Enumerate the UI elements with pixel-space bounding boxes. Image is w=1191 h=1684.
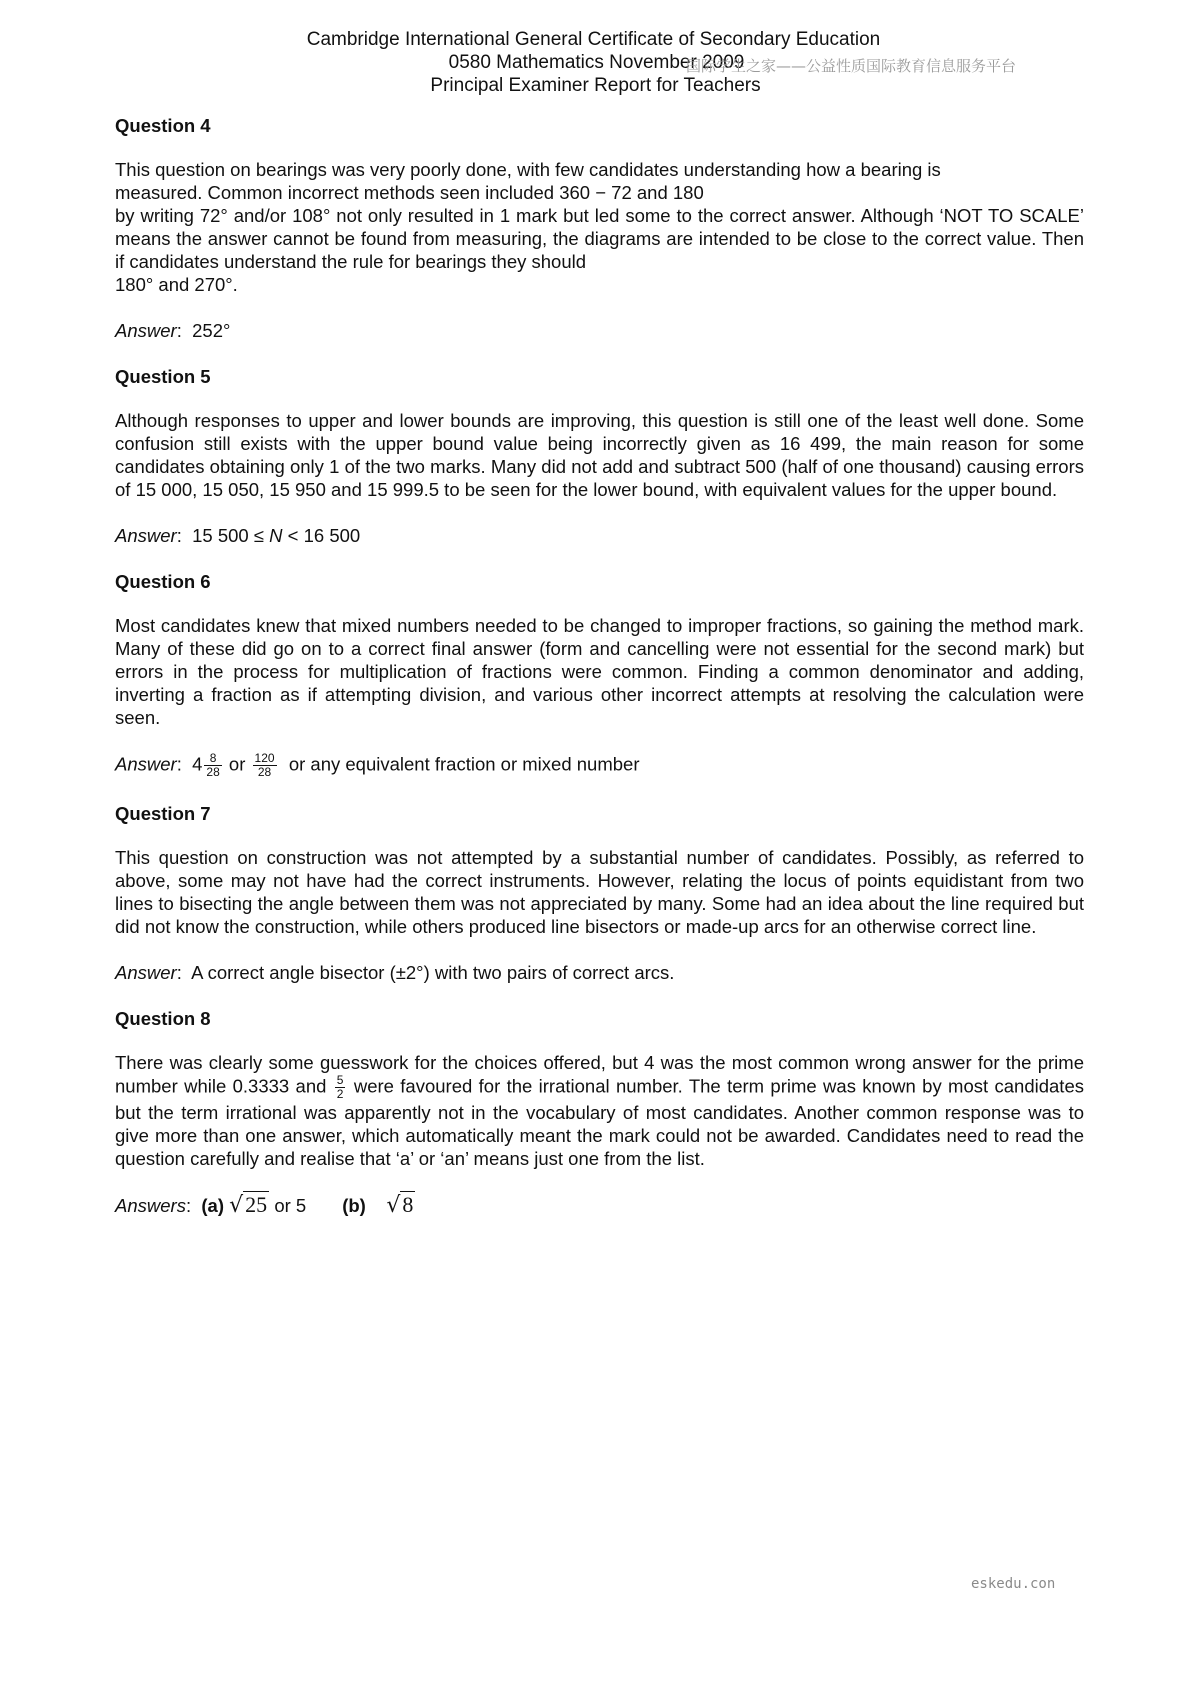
question-6-title: Question 6 — [115, 571, 211, 592]
question-4-text-c: by writing 72° and/or 108° not only resulted in 1 mark but led some to the correct answer. Although ‘NOT TO SCALE’ means the answer cannot be found from measuring, the diagrams are intended to be close to the correct value. Then if candidates understand the rule for bearings they should — [115, 205, 1084, 272]
question-6-answer: Answer: 4 $\frac{8}{28}$ or $\frac{120}{28}$ or any equivalent fraction or mixed number — [115, 751, 640, 779]
question-8-title: Question 8 — [115, 1008, 211, 1029]
or-five-text: or 5 — [274, 1195, 307, 1216]
question-5-text: Although responses to upper and lower bounds are improving, this question is still one of the least well done. Some confusion still exists with the upper bound value being incorrectly given as 16 499, the main reason for some candidates obtaining only 1 of the two marks. Many did not add and subtract 500 (half of one thousand) causing errors of 15 000, 15 050, 15 950 and 15 999.5 to be seen for the lower bound, with equivalent values for the upper bound. — [115, 410, 1084, 500]
question-4-text-d: 180° and 270°. — [115, 274, 238, 295]
mixed-number-whole: 4 — [192, 753, 203, 775]
question-7-answer: Answer: A correct angle bisector (±2°) with two pairs of correct arcs. — [115, 962, 675, 983]
part-b-label: (b) — [342, 1195, 366, 1216]
answer-note: or any equivalent fraction or mixed number — [288, 753, 640, 775]
question-8-text — [115, 1051, 1084, 1170]
fraction-numerator: 5 — [336, 1073, 344, 1087]
answer-value: 252° — [192, 320, 231, 341]
question-4-answer: Answer: 252° — [115, 320, 231, 341]
question-4-title: Question 4 — [115, 115, 211, 136]
fraction-5-2 — [335, 1074, 346, 1101]
question-8-text-b-pre: the prime number while 0.3333 and — [115, 1052, 1084, 1097]
question-8-text-b-post: were favoured for the irrational number. The term prime was known — [353, 1075, 916, 1097]
question-5-answer: Answer: 15 500 ≤ N < 16 500 — [115, 525, 361, 546]
question-5 — [115, 365, 1084, 547]
fraction-denominator: 2 — [336, 1087, 344, 1101]
answer-label: Answer — [115, 525, 177, 546]
question-4-text — [115, 158, 1084, 296]
report-body — [115, 114, 1084, 1240]
fraction-denominator: 28 — [257, 765, 272, 779]
answer-value-pre: 15 500 ≤ — [192, 525, 270, 546]
answer-label: Answers — [115, 1195, 186, 1216]
radicand: 8 — [402, 1192, 414, 1217]
answer-value-post: < 16 500 — [282, 525, 361, 546]
answer-value: A correct angle bisector (±2°) with two pairs of correct arcs. — [191, 962, 675, 983]
question-4 — [115, 114, 1084, 342]
question-7-title: Question 7 — [115, 803, 211, 824]
question-7 — [115, 802, 1084, 984]
fraction-8-28 — [204, 752, 221, 779]
answer-variable: N — [269, 525, 283, 546]
answer-label: Answer — [115, 962, 177, 983]
question-4-text-a: This question on bearings was very poorly done, with few candidates understanding how a bearing is — [115, 159, 941, 180]
fraction-numerator: 120 — [254, 751, 275, 765]
part-a-label: (a) — [201, 1195, 224, 1216]
header-line-2: 0580 Mathematics November 2009 — [448, 52, 745, 73]
fraction-numerator: 8 — [204, 752, 221, 766]
question-4-text-b: measured. Common incorrect methods seen included 360 − 72 and 180 — [115, 182, 704, 203]
question-8 — [115, 1007, 1084, 1217]
question-6-text: Most candidates knew that mixed numbers needed to be changed to improper fractions, so gaining the method mark. Many of these did go on to a correct final answer (form and cancelling were not essential for the second mark) but errors in the process for multiplication of fractions were common. Finding a common denominator and adding, inverting a fraction as if attempting division, and various other incorrect attempts at resolving the calculation were seen. — [115, 615, 1084, 728]
question-8-text-a: There was clearly some guesswork for the choices offered, but 4 was the most common wrong answer for — [115, 1052, 1000, 1073]
square-root-25: √25 — [229, 1192, 268, 1218]
question-6 — [115, 570, 1084, 779]
radicand: 25 — [245, 1192, 268, 1217]
fraction-120-28 — [253, 752, 277, 779]
fraction-denominator: 28 — [206, 765, 220, 779]
footer-source: eskedu.con — [971, 1576, 1056, 1592]
or-text: or — [228, 753, 246, 775]
answer-label: Answer — [115, 753, 177, 775]
question-5-title: Question 5 — [115, 366, 211, 387]
question-8-answer: Answers: (a) √25 or 5 (b) √8 — [115, 1192, 414, 1218]
header-line-1: Cambridge International General Certificate of Secondary Education — [306, 29, 881, 50]
answer-label: Answer — [115, 320, 177, 341]
question-7-text: This question on construction was not attempted by a substantial number of candidates. Possibly, as referred to above, some may not have had the correct instruments. However, relating the locus of points equidistant from two lines to bisecting the angle between them was not appreciated by many. Some had an idea about the line required but did not know the construction, while others produced line bisectors or made-up arcs for an otherwise correct line. — [115, 847, 1084, 937]
header-line-3: Principal Examiner Report for Teachers — [430, 75, 761, 96]
watermark-text: 国际学生之家——公益性质国际教育信息服务平台 — [686, 57, 1017, 75]
question-8-text-c: by most candidates but the term irrational was apparently not in the vocabulary of most candidates. Another common response was to give more than one answer, which automatically meant the mark could not be awarded. Candidates need to read the question carefully and realise that ‘a’ or ‘an’ means just one from the list. — [115, 1075, 1084, 1169]
square-root-8: √8 — [386, 1192, 414, 1218]
